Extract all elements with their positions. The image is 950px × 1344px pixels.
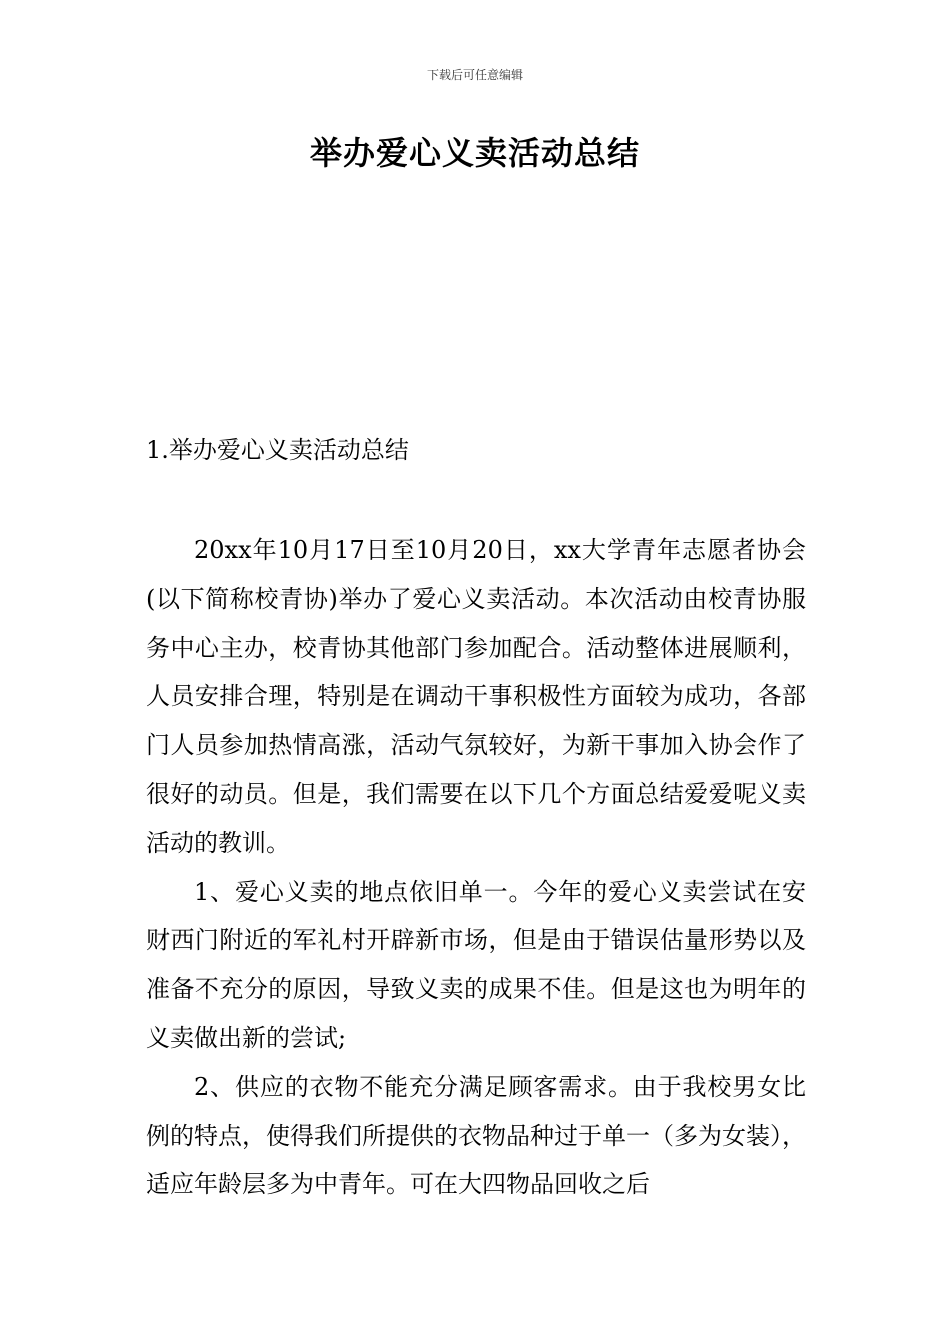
paragraph: 1、爱心义卖的地点依旧单一。今年的爱心义卖尝试在安财西门附近的军礼村开辟新市场，但是由于错误估量形势以及准备不充分的原因，导致义卖的成果不佳。但是这也为明年的义卖做出新的尝试;	[146, 877, 806, 1052]
section-heading: 1.举办爱心义卖活动总结	[146, 436, 409, 464]
header-note: 下载后可任意编辑	[426, 68, 523, 82]
paragraph: 20xx年10月17日至10月20日，xx大学青年志愿者协会(以下简称校青协)举办了爱心义卖活动。本次活动由校青协服务中心主办，校青协其他部门参加配合。活动整体进展顺利，人员安排合理，特别是在调动干事积极性方面较为成功，各部门人员参加热情高涨，活动气氛较好，为新干事加入协会作了很好的动员。但是，我们需要在以下几个方面总结爱爱呢义卖活动的教训。	[146, 536, 806, 857]
document-title: 举办爱心义卖活动总结	[309, 134, 640, 172]
paragraph: 2、供应的衣物不能充分满足顾客需求。由于我校男女比例的特点，使得我们所提供的衣物品种过于单一（多为女装），适应年龄层多为中青年。可在大四物品回收之后	[146, 1072, 806, 1199]
body-text	[146, 526, 806, 1209]
